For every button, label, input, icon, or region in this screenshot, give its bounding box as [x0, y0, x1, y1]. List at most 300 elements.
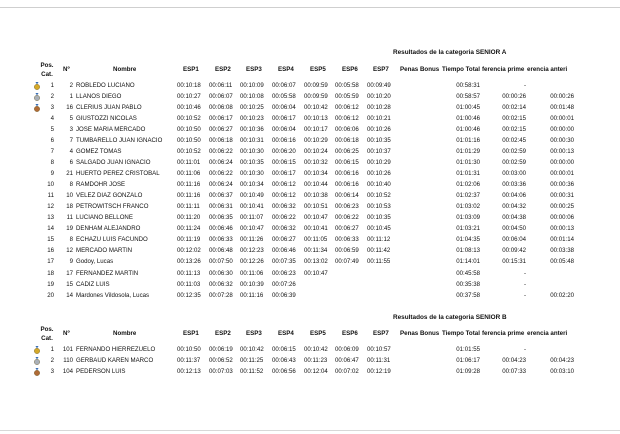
- esp3-time-cell: 00:10:34: [240, 181, 264, 189]
- table-row: [0, 103, 620, 113]
- header-esp4: ESP4: [278, 66, 294, 73]
- esp3-time-cell: 00:10:42: [240, 346, 264, 353]
- rider-name-cell: LUCIANO BELLONE: [76, 214, 133, 222]
- esp1-time-cell: 00:11:19: [177, 236, 201, 244]
- esp5-time-cell: 00:10:32: [304, 159, 328, 167]
- esp4-time-cell: 00:06:12: [272, 181, 296, 189]
- diff-first-cell: 00:04:50: [502, 225, 526, 233]
- total-time-cell: 01:01:29: [456, 148, 480, 156]
- position-cell: 3: [50, 104, 54, 112]
- esp7-time-cell: 00:12:19: [367, 368, 391, 376]
- esp1-time-cell: 00:12:13: [177, 368, 201, 376]
- position-cell: 9: [50, 170, 54, 178]
- esp3-time-cell: 00:11:16: [240, 291, 264, 299]
- diff-first-cell: 00:04:38: [502, 214, 526, 222]
- esp6-time-cell: 00:05:59: [335, 93, 359, 101]
- esp6-time-cell: 00:06:59: [335, 247, 359, 255]
- esp7-time-cell: 00:10:29: [367, 159, 391, 167]
- esp2-time-cell: 00:06:37: [209, 192, 233, 200]
- position-cell: 1: [50, 82, 54, 89]
- diff-previous-cell: 00:00:13: [550, 148, 574, 156]
- bib-number-cell: 8: [69, 181, 73, 189]
- esp6-time-cell: 00:06:18: [335, 137, 359, 145]
- position-cell: 19: [47, 280, 54, 288]
- position-cell: 14: [47, 225, 54, 233]
- bib-number-cell: 15: [66, 280, 73, 288]
- header-esp2: ESP2: [215, 330, 231, 337]
- table-row: [0, 191, 620, 201]
- header-esp3: ESP3: [246, 66, 262, 73]
- diff-first-cell: 00:07:33: [502, 368, 526, 376]
- esp2-time-cell: 00:06:52: [209, 357, 233, 365]
- esp4-time-cell: 00:06:43: [272, 357, 296, 365]
- diff-first-cell: -: [523, 269, 526, 277]
- table-row: [0, 147, 620, 157]
- total-time-cell: 01:14:01: [456, 258, 480, 266]
- esp1-time-cell: 00:10:50: [177, 137, 201, 145]
- esp7-time-cell: 00:11:42: [367, 247, 391, 255]
- header-esp5: ESP5: [310, 66, 326, 73]
- bib-number-cell: 110: [63, 357, 73, 365]
- esp4-time-cell: 00:06:46: [272, 247, 296, 255]
- bib-number-cell: 5: [69, 115, 73, 123]
- esp4-time-cell: 00:06:16: [272, 137, 296, 145]
- diff-first-cell: 00:02:59: [502, 159, 526, 167]
- header-dif-anterior: erencia anteri: [527, 66, 568, 73]
- silver-medal-icon: [33, 93, 41, 101]
- esp6-time-cell: 00:07:49: [335, 258, 359, 266]
- table-row: [0, 224, 620, 234]
- esp2-time-cell: 00:06:48: [209, 247, 233, 255]
- header-penas: Penas Bonus: [400, 66, 440, 73]
- esp7-time-cell: 00:10:26: [367, 170, 391, 178]
- esp6-time-cell: 00:05:58: [335, 82, 359, 89]
- esp4-time-cell: 00:06:17: [272, 115, 296, 123]
- esp1-time-cell: 00:11:13: [177, 269, 201, 277]
- esp1-time-cell: 00:10:18: [177, 82, 201, 89]
- esp3-time-cell: 00:10:30: [240, 170, 264, 178]
- esp7-time-cell: 00:11:55: [367, 258, 391, 266]
- esp6-time-cell: 00:06:14: [335, 192, 359, 200]
- table-row: [0, 257, 620, 267]
- table-row: [0, 356, 620, 366]
- header-esp3: ESP3: [246, 330, 262, 337]
- table-row: [0, 367, 620, 377]
- esp4-time-cell: 00:06:07: [272, 82, 296, 89]
- position-cell: 5: [50, 126, 54, 134]
- esp6-time-cell: 00:06:25: [335, 148, 359, 156]
- rider-name-cell: Godoy, Lucas: [76, 258, 114, 266]
- header-esp6: ESP6: [342, 66, 358, 73]
- diff-previous-cell: 00:00:13: [550, 225, 574, 233]
- esp3-time-cell: 00:10:39: [240, 280, 264, 288]
- esp4-time-cell: 00:06:20: [272, 148, 296, 156]
- esp2-time-cell: 00:06:22: [209, 170, 233, 178]
- diff-previous-cell: 00:04:23: [550, 357, 574, 365]
- esp7-time-cell: 00:11:31: [367, 357, 391, 365]
- esp3-time-cell: 00:12:26: [240, 258, 264, 266]
- position-cell: 13: [47, 214, 54, 222]
- gold-medal-icon: [33, 346, 41, 354]
- total-time-cell: 01:01:16: [456, 137, 480, 145]
- esp6-time-cell: 00:06:09: [335, 346, 359, 353]
- esp3-time-cell: 00:12:23: [240, 247, 264, 255]
- bib-number-cell: 19: [66, 225, 73, 233]
- esp6-time-cell: 00:06:16: [335, 170, 359, 178]
- esp5-time-cell: 00:10:42: [304, 346, 328, 353]
- esp1-time-cell: 00:11:11: [177, 203, 200, 211]
- esp1-time-cell: 00:12:35: [177, 291, 201, 299]
- esp7-time-cell: 00:10:52: [367, 192, 391, 200]
- section-title-senior-a: Resultados de la categoria SENIOR A: [393, 49, 507, 56]
- esp7-time-cell: 00:10:53: [367, 203, 391, 211]
- total-time-cell: 01:03:09: [456, 214, 480, 222]
- esp7-time-cell: 00:10:21: [367, 115, 391, 123]
- esp5-time-cell: 00:10:34: [304, 170, 328, 178]
- diff-previous-cell: 00:03:10: [550, 368, 574, 376]
- esp4-time-cell: 00:06:23: [272, 269, 296, 277]
- total-time-cell: 01:01:31: [456, 170, 480, 178]
- bib-number-cell: 104: [62, 368, 73, 376]
- esp7-time-cell: 00:10:26: [367, 126, 391, 134]
- esp3-time-cell: 00:10:36: [240, 126, 264, 134]
- esp3-time-cell: 00:10:09: [240, 82, 264, 89]
- table-row: [0, 280, 620, 290]
- total-time-cell: 00:35:38: [456, 280, 480, 288]
- diff-previous-cell: 00:00:01: [550, 115, 574, 123]
- esp6-time-cell: 00:07:02: [335, 368, 359, 376]
- esp3-time-cell: 00:10:25: [240, 104, 264, 112]
- bib-number-cell: 11: [66, 214, 73, 222]
- esp4-time-cell: 00:06:27: [272, 236, 296, 244]
- bib-number-cell: 4: [69, 148, 73, 156]
- esp1-time-cell: 00:11:37: [177, 357, 201, 365]
- esp3-time-cell: 00:11:25: [240, 357, 264, 365]
- diff-first-cell: 00:02:15: [502, 115, 526, 123]
- esp7-time-cell: 00:10:35: [367, 137, 391, 145]
- esp3-time-cell: 00:10:49: [240, 192, 264, 200]
- position-cell: 10: [47, 181, 54, 189]
- esp7-time-cell: 00:10:35: [367, 214, 391, 222]
- table-row: [0, 235, 620, 245]
- diff-previous-cell: 00:00:36: [550, 181, 574, 189]
- total-time-cell: 01:01:55: [456, 346, 480, 353]
- position-cell: 17: [47, 258, 54, 266]
- esp4-time-cell: 00:06:56: [272, 368, 296, 376]
- esp5-time-cell: 00:10:29: [304, 137, 328, 145]
- rider-name-cell: MERCADO MARTIN: [76, 247, 133, 255]
- header-dif-primero: ferencia prime: [482, 330, 525, 337]
- esp2-time-cell: 00:07:03: [209, 368, 233, 376]
- esp3-time-cell: 00:10:23: [240, 115, 264, 123]
- bib-number-cell: 14: [66, 291, 73, 299]
- esp4-time-cell: 00:06:04: [272, 104, 296, 112]
- esp7-time-cell: 00:10:28: [367, 104, 391, 112]
- header-num: Nº: [63, 66, 70, 73]
- esp1-time-cell: 00:10:50: [177, 126, 201, 134]
- esp2-time-cell: 00:06:30: [209, 269, 233, 277]
- esp2-time-cell: 00:06:27: [209, 126, 233, 134]
- rider-name-cell: Mardones Vildosola, Lucas: [76, 291, 150, 299]
- esp5-time-cell: 00:11:34: [304, 247, 328, 255]
- position-cell: 20: [47, 291, 54, 299]
- diff-first-cell: -: [523, 291, 526, 299]
- esp3-time-cell: 00:11:06: [240, 269, 264, 277]
- total-time-cell: 01:02:37: [456, 192, 480, 200]
- diff-previous-cell: 00:01:48: [550, 104, 574, 112]
- position-cell: 3: [50, 368, 54, 376]
- esp4-time-cell: 00:06:15: [272, 159, 296, 167]
- diff-first-cell: -: [523, 346, 526, 353]
- esp6-time-cell: 00:06:23: [335, 203, 359, 211]
- esp5-time-cell: 00:10:51: [304, 203, 328, 211]
- rider-name-cell: LLANOS DIEGO: [76, 93, 122, 101]
- diff-first-cell: 00:02:14: [502, 104, 526, 112]
- bib-number-cell: 12: [66, 247, 73, 255]
- table-row: [0, 92, 620, 102]
- esp5-time-cell: 00:12:04: [304, 368, 328, 376]
- table-row: [0, 180, 620, 190]
- esp5-time-cell: 00:10:47: [304, 269, 328, 277]
- bib-number-cell: 17: [66, 269, 73, 277]
- esp2-time-cell: 00:06:22: [209, 148, 233, 156]
- esp1-time-cell: 00:11:16: [177, 192, 201, 200]
- esp2-time-cell: 00:07:50: [209, 258, 233, 266]
- esp1-time-cell: 00:11:24: [177, 225, 201, 233]
- esp6-time-cell: 00:06:33: [335, 236, 359, 244]
- esp1-time-cell: 00:10:52: [177, 115, 201, 123]
- total-time-cell: 00:58:57: [456, 93, 480, 101]
- table-header-senior-a: [0, 62, 620, 82]
- position-cell: 8: [50, 159, 54, 167]
- header-esp7: ESP7: [373, 66, 389, 73]
- header-esp2: ESP2: [215, 66, 231, 73]
- bib-number-cell: 101: [62, 346, 73, 353]
- total-time-cell: 01:01:30: [456, 159, 480, 167]
- silver-medal-icon: [33, 357, 41, 365]
- top-divider: [0, 7, 620, 8]
- bib-number-cell: 6: [69, 159, 73, 167]
- diff-first-cell: 00:02:45: [502, 137, 526, 145]
- esp1-time-cell: 00:11:01: [177, 159, 201, 167]
- header-esp5: ESP5: [310, 330, 326, 337]
- total-time-cell: 00:58:31: [456, 82, 480, 89]
- table-row: [0, 213, 620, 223]
- esp4-time-cell: 00:06:17: [272, 170, 296, 178]
- esp5-time-cell: 00:10:44: [304, 181, 328, 189]
- esp7-time-cell: 00:10:57: [367, 346, 391, 353]
- esp5-time-cell: 00:10:42: [304, 104, 328, 112]
- esp2-time-cell: 00:06:11: [209, 82, 233, 89]
- diff-first-cell: 00:04:32: [502, 203, 526, 211]
- esp6-time-cell: 00:06:27: [335, 225, 359, 233]
- esp6-time-cell: 00:06:22: [335, 214, 359, 222]
- diff-first-cell: 00:03:36: [502, 181, 526, 189]
- diff-previous-cell: 00:00:01: [550, 170, 574, 178]
- esp1-time-cell: 00:10:52: [177, 148, 201, 156]
- diff-first-cell: 00:04:23: [502, 357, 526, 365]
- esp6-time-cell: 00:06:12: [335, 115, 359, 123]
- esp5-time-cell: 00:10:17: [304, 126, 328, 134]
- diff-first-cell: 00:04:06: [502, 192, 526, 200]
- bib-number-cell: 3: [69, 126, 73, 134]
- esp3-time-cell: 00:10:08: [240, 93, 264, 101]
- esp4-time-cell: 00:06:15: [272, 346, 296, 353]
- total-time-cell: 00:37:58: [456, 291, 480, 299]
- rider-name-cell: ROBLEDO LUCIANO: [76, 82, 135, 89]
- table-row: [0, 81, 620, 91]
- header-name: Nombre: [113, 66, 137, 73]
- diff-previous-cell: 00:00:00: [550, 126, 574, 134]
- esp6-time-cell: 00:06:16: [335, 181, 359, 189]
- header-esp4: ESP4: [278, 330, 294, 337]
- esp2-time-cell: 00:06:31: [209, 203, 233, 211]
- header-cat: Cat.: [41, 71, 53, 78]
- bronze-medal-icon: [33, 368, 41, 376]
- bib-number-cell: 16: [66, 104, 73, 112]
- total-time-cell: 01:03:21: [456, 225, 480, 233]
- bib-number-cell: 18: [66, 203, 73, 211]
- bronze-medal-icon: [33, 104, 41, 112]
- esp2-time-cell: 00:07:28: [209, 291, 233, 299]
- header-esp6: ESP6: [342, 330, 358, 337]
- total-time-cell: 01:09:28: [456, 368, 480, 376]
- esp1-time-cell: 00:12:02: [177, 247, 201, 255]
- esp2-time-cell: 00:06:08: [209, 104, 233, 112]
- rider-name-cell: SALGADO JUAN IGNACIO: [76, 159, 151, 167]
- total-time-cell: 01:02:06: [456, 181, 480, 189]
- header-pos-cat: [36, 61, 58, 79]
- esp4-time-cell: 00:06:22: [272, 214, 296, 222]
- esp3-time-cell: 00:11:07: [240, 214, 264, 222]
- esp5-time-cell: 00:10:41: [304, 225, 328, 233]
- position-cell: 7: [50, 148, 54, 156]
- total-time-cell: 01:06:17: [456, 357, 480, 365]
- esp7-time-cell: 00:11:12: [367, 236, 391, 244]
- esp7-time-cell: 00:10:45: [367, 225, 391, 233]
- esp4-time-cell: 00:06:32: [272, 225, 296, 233]
- table-row: [0, 202, 620, 212]
- rider-name-cell: RAMDOHR JOSE: [76, 181, 126, 189]
- rider-name-cell: FERNANDEZ MARTIN: [76, 269, 139, 277]
- rider-name-cell: PETROWITSCH FRANCO: [76, 203, 149, 211]
- bib-number-cell: 7: [69, 137, 73, 145]
- esp2-time-cell: 00:06:32: [209, 280, 233, 288]
- esp5-time-cell: 00:10:38: [304, 192, 328, 200]
- diff-previous-cell: 00:02:20: [550, 291, 574, 299]
- esp3-time-cell: 00:11:52: [240, 368, 264, 376]
- esp2-time-cell: 00:06:46: [209, 225, 233, 233]
- rider-name-cell: GIUSTOZZI NICOLAS: [76, 115, 137, 123]
- header-pos: Pos.: [40, 62, 54, 69]
- table-row: [0, 291, 620, 301]
- diff-previous-cell: 00:00:30: [550, 137, 574, 145]
- rider-name-cell: CLERIUS JUAN PABLO: [76, 104, 142, 112]
- esp3-time-cell: 00:10:30: [240, 148, 264, 156]
- header-name: Nombre: [113, 330, 137, 337]
- esp7-time-cell: 00:10:40: [367, 181, 391, 189]
- bib-number-cell: 2: [69, 82, 73, 89]
- rider-name-cell: CADIZ LUIS: [76, 280, 110, 288]
- gold-medal-icon: [33, 82, 41, 90]
- diff-previous-cell: 00:00:25: [550, 203, 574, 211]
- bib-number-cell: 21: [66, 170, 73, 178]
- diff-first-cell: -: [523, 280, 526, 288]
- esp4-time-cell: 00:06:12: [272, 192, 296, 200]
- esp1-time-cell: 00:10:27: [177, 93, 201, 101]
- rider-name-cell: DENHAM ALEJANDRO: [76, 225, 141, 233]
- position-cell: 1: [50, 346, 54, 353]
- rider-name-cell: GOMEZ TOMAS: [76, 148, 122, 156]
- header-dif-anterior: erencia anteri: [527, 330, 568, 337]
- rider-name-cell: FERNANDO HIERREZUELO: [76, 346, 156, 353]
- esp4-time-cell: 00:06:39: [272, 291, 296, 299]
- position-cell: 15: [47, 236, 54, 244]
- esp1-time-cell: 00:10:46: [177, 104, 201, 112]
- table-row: [0, 125, 620, 135]
- bib-number-cell: 1: [69, 93, 73, 101]
- esp4-time-cell: 00:07:35: [272, 258, 296, 266]
- diff-previous-cell: 00:01:14: [550, 236, 574, 244]
- esp6-time-cell: 00:06:47: [335, 357, 359, 365]
- esp7-time-cell: 00:09:49: [367, 82, 391, 89]
- position-cell: 16: [47, 247, 54, 255]
- header-penas: Penas Bonus: [400, 330, 440, 337]
- esp5-time-cell: 00:11:05: [304, 236, 328, 244]
- header-pos-cat: [36, 325, 58, 343]
- esp2-time-cell: 00:06:33: [209, 236, 233, 244]
- diff-previous-cell: 00:00:00: [550, 159, 574, 167]
- position-cell: 12: [47, 203, 54, 211]
- esp3-time-cell: 00:10:41: [240, 203, 264, 211]
- esp4-time-cell: 00:07:26: [272, 280, 296, 288]
- table-row: [0, 169, 620, 179]
- diff-first-cell: 00:15:31: [502, 258, 526, 266]
- esp1-time-cell: 00:13:26: [177, 258, 201, 266]
- esp6-time-cell: 00:06:06: [335, 126, 359, 134]
- esp7-time-cell: 00:10:20: [367, 93, 391, 101]
- position-cell: 6: [50, 137, 54, 145]
- esp2-time-cell: 00:06:35: [209, 214, 233, 222]
- diff-first-cell: 00:02:15: [502, 126, 526, 134]
- rider-name-cell: GERBAUD KAREN MARCO: [76, 357, 154, 365]
- esp3-time-cell: 00:10:47: [240, 225, 264, 233]
- table-row: [0, 269, 620, 279]
- header-esp1: ESP1: [183, 330, 199, 337]
- total-time-cell: 01:00:46: [456, 115, 480, 123]
- position-cell: 4: [50, 115, 54, 123]
- diff-first-cell: 00:09:42: [502, 247, 526, 255]
- esp6-time-cell: 00:06:12: [335, 104, 359, 112]
- esp5-time-cell: 00:10:47: [304, 214, 328, 222]
- esp2-time-cell: 00:06:19: [209, 346, 233, 353]
- esp3-time-cell: 00:11:26: [240, 236, 264, 244]
- diff-first-cell: -: [523, 82, 526, 89]
- position-cell: 11: [47, 192, 54, 200]
- esp3-time-cell: 00:10:35: [240, 159, 264, 167]
- header-total: Tiempo Total: [442, 66, 480, 73]
- header-pos: Pos.: [40, 326, 54, 333]
- bib-number-cell: 10: [66, 192, 73, 200]
- esp1-time-cell: 00:11:03: [177, 280, 201, 288]
- esp3-time-cell: 00:10:31: [240, 137, 264, 145]
- esp7-time-cell: 00:10:37: [367, 148, 391, 156]
- esp1-time-cell: 00:11:06: [177, 170, 201, 178]
- position-cell: 2: [50, 357, 54, 365]
- diff-previous-cell: 00:00:06: [550, 214, 574, 222]
- header-total: Tiempo Total: [442, 330, 480, 337]
- esp4-time-cell: 00:06:32: [272, 203, 296, 211]
